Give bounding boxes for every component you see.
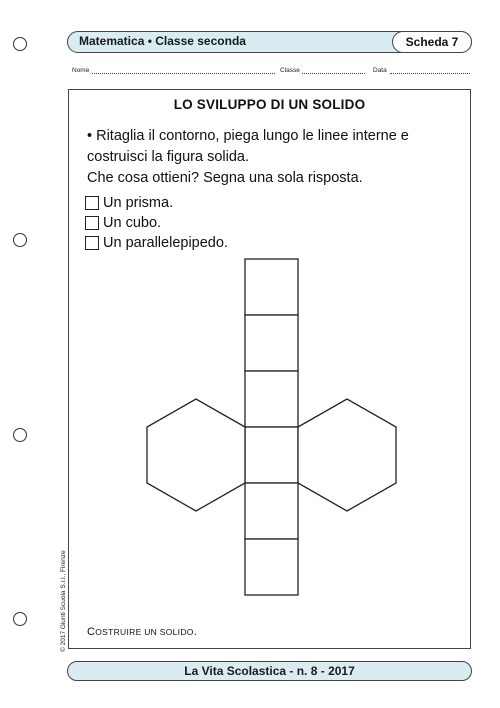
copyright-notice: © 2017 Giunti Scuola S.r.l., Firenze [60,550,67,652]
instruction-line-2: costruisci la figura solida. [87,149,249,165]
net-face-3 [245,371,298,427]
caption [87,626,197,638]
instruction-line-1: • Ritaglia il contorno, piega lungo le linee interne e [87,128,409,144]
option-label: Un cubo. [103,215,162,231]
caption-initial: C [87,626,96,638]
net-face-2 [245,315,298,371]
net-face-6 [245,539,298,595]
publication-label: La Vita Scolastica - n. 8 - 2017 [184,664,355,678]
sheet-number: Scheda 7 [405,35,459,49]
caption-rest: OSTRUIRE UN SOLIDO [95,627,194,637]
footer-bar [67,661,472,681]
class-label: Classe [280,67,300,74]
exercise-title: LO SVILUPPO DI UN SOLIDO [173,97,366,112]
option-label: Un parallelepipedo. [103,235,228,251]
net-face-4 [245,427,298,483]
hexagon-right [298,399,396,511]
hexagon-left [147,399,245,511]
net-face-5 [245,483,298,539]
question: Che cosa ottieni? Segna una sola risposta. [87,170,363,186]
subject-label: Matematica • Classe seconda [79,34,246,48]
net-face-1 [245,259,298,315]
name-label: Nome [72,67,90,74]
caption-end: . [193,626,198,638]
option-label: Un prisma. [103,195,174,211]
date-label: Data [373,67,387,74]
